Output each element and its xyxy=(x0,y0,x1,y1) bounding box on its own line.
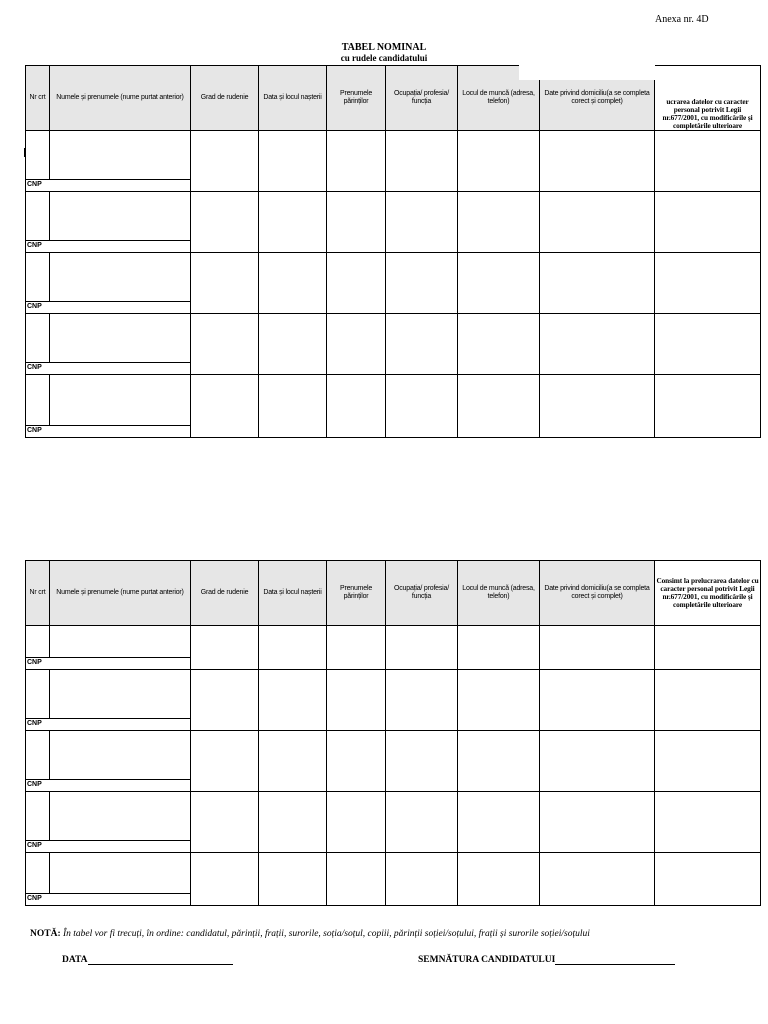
data-cell[interactable] xyxy=(540,253,655,314)
data-cell[interactable] xyxy=(655,192,761,253)
nr-cell[interactable] xyxy=(26,314,50,363)
table-row xyxy=(26,192,761,241)
data-cell[interactable] xyxy=(655,626,761,670)
data-cell[interactable] xyxy=(259,314,327,375)
cnp-label: CNP xyxy=(27,427,42,434)
data-cell[interactable] xyxy=(655,731,761,792)
name-cell[interactable] xyxy=(50,375,191,426)
header-consent: ucrarea datelor cu caracter personal potrivit Legii nr.677/2001, cu modificările și completările ulterioare xyxy=(655,66,761,131)
header-birth: Data și locul nașterii xyxy=(259,66,327,131)
data-cell[interactable] xyxy=(655,131,761,192)
data-cell[interactable] xyxy=(655,670,761,731)
name-cell[interactable] xyxy=(50,253,191,302)
relatives-table-bottom xyxy=(25,560,761,906)
data-cell[interactable] xyxy=(655,375,761,438)
nr-cell[interactable] xyxy=(26,670,50,719)
header-occupation: Ocupația/ profesia/ funcția xyxy=(386,66,458,131)
nr-cell[interactable] xyxy=(26,626,50,658)
note-text: În tabel vor fi trecuți, în ordine: candidatul, părinții, frații, surorile, soția/soțul, copiii, părinții soției/soțului, frații și surorile soției/soțului xyxy=(63,929,590,939)
data-cell[interactable] xyxy=(191,192,259,253)
note xyxy=(30,929,590,939)
header-domicile: Date privind domiciliu(a se completa corect și complet) xyxy=(540,561,655,626)
cnp-label: CNP xyxy=(27,181,42,188)
table-row xyxy=(26,253,761,302)
header-consent: Consimt la prelucrarea datelor cu caracter personal potrivit Legii nr.677/2001, cu modificările și completările ulterioare xyxy=(655,561,761,626)
name-cell[interactable] xyxy=(50,626,191,658)
data-cell[interactable] xyxy=(458,192,540,253)
data-cell[interactable] xyxy=(540,670,655,731)
data-cell[interactable] xyxy=(327,731,386,792)
cnp-label: CNP xyxy=(27,895,42,902)
data-cell[interactable] xyxy=(655,792,761,853)
table-row xyxy=(26,314,761,363)
data-cell[interactable] xyxy=(655,253,761,314)
date-field xyxy=(62,954,233,965)
header-name: Numele și prenumele (nume purtat anterior) xyxy=(50,66,191,131)
data-cell[interactable] xyxy=(458,853,540,906)
data-cell[interactable] xyxy=(458,253,540,314)
data-cell[interactable] xyxy=(458,731,540,792)
data-cell[interactable] xyxy=(259,853,327,906)
header-mask xyxy=(519,65,655,80)
data-cell[interactable] xyxy=(327,253,386,314)
cnp-field[interactable] xyxy=(26,780,191,792)
header-name: Numele și prenumele (nume purtat anterior) xyxy=(50,561,191,626)
nr-cell[interactable] xyxy=(26,853,50,894)
cnp-field[interactable] xyxy=(26,180,191,192)
data-cell[interactable] xyxy=(458,670,540,731)
header-domicile: Date privind domiciliu(a se completa corect și complet) xyxy=(540,66,655,131)
data-cell[interactable] xyxy=(458,314,540,375)
data-cell[interactable] xyxy=(458,626,540,670)
data-cell[interactable] xyxy=(386,853,458,906)
name-cell[interactable] xyxy=(50,670,191,719)
relatives-table-top xyxy=(25,65,761,438)
header-birth: Data și locul nașterii xyxy=(259,561,327,626)
data-cell[interactable] xyxy=(655,314,761,375)
nr-cell[interactable] xyxy=(26,731,50,780)
data-cell[interactable] xyxy=(259,375,327,438)
cnp-label: CNP xyxy=(27,303,42,310)
data-cell[interactable] xyxy=(259,792,327,853)
data-cell[interactable] xyxy=(327,792,386,853)
table-row xyxy=(26,853,761,894)
data-cell[interactable] xyxy=(259,670,327,731)
data-cell[interactable] xyxy=(540,314,655,375)
header-occupation: Ocupația/ profesia/ funcția xyxy=(386,561,458,626)
data-cell[interactable] xyxy=(191,314,259,375)
header-nr: Nr crt xyxy=(26,561,50,626)
data-cell[interactable] xyxy=(386,131,458,192)
nr-cell[interactable] xyxy=(26,375,50,426)
name-cell[interactable] xyxy=(50,131,191,180)
data-cell[interactable] xyxy=(259,626,327,670)
data-cell[interactable] xyxy=(327,626,386,670)
data-cell[interactable] xyxy=(191,131,259,192)
name-cell[interactable] xyxy=(50,853,191,894)
table-row xyxy=(26,731,761,780)
date-line[interactable] xyxy=(88,954,233,965)
nr-cell[interactable] xyxy=(26,792,50,841)
annex-number: Anexa nr. 4D xyxy=(655,14,709,25)
data-cell[interactable] xyxy=(327,314,386,375)
cnp-field[interactable] xyxy=(26,426,191,438)
cnp-field[interactable] xyxy=(26,302,191,314)
cnp-field[interactable] xyxy=(26,841,191,853)
data-cell[interactable] xyxy=(259,192,327,253)
header-degree: Grad de rudenie xyxy=(191,66,259,131)
header-degree: Grad de rudenie xyxy=(191,561,259,626)
data-cell[interactable] xyxy=(259,253,327,314)
data-cell[interactable] xyxy=(327,670,386,731)
data-cell[interactable] xyxy=(327,853,386,906)
table-row xyxy=(26,670,761,719)
cnp-field[interactable] xyxy=(26,241,191,253)
data-cell[interactable] xyxy=(540,131,655,192)
data-cell[interactable] xyxy=(386,670,458,731)
cnp-field[interactable] xyxy=(26,658,191,670)
data-cell[interactable] xyxy=(327,375,386,438)
name-cell[interactable] xyxy=(50,314,191,363)
nr-cell[interactable] xyxy=(26,253,50,302)
signature-field xyxy=(418,954,675,965)
data-cell[interactable] xyxy=(540,375,655,438)
data-cell[interactable] xyxy=(386,253,458,314)
data-cell[interactable] xyxy=(327,131,386,192)
cnp-field[interactable] xyxy=(26,719,191,731)
cnp-label: CNP xyxy=(27,720,42,727)
data-cell[interactable] xyxy=(540,792,655,853)
cnp-field[interactable] xyxy=(26,894,191,906)
name-cell[interactable] xyxy=(50,731,191,780)
header-work: Locul de muncă (adresa, telefon) xyxy=(458,66,540,131)
date-label: DATA xyxy=(62,955,88,965)
data-cell[interactable] xyxy=(386,192,458,253)
data-cell[interactable] xyxy=(191,375,259,438)
name-cell[interactable] xyxy=(50,792,191,841)
data-cell[interactable] xyxy=(386,314,458,375)
data-cell[interactable] xyxy=(386,626,458,670)
data-cell[interactable] xyxy=(191,731,259,792)
cnp-label: CNP xyxy=(27,842,42,849)
data-cell[interactable] xyxy=(540,853,655,906)
header-parents: Prenumele părinților xyxy=(327,66,386,131)
table-row xyxy=(26,375,761,426)
cnp-label: CNP xyxy=(27,242,42,249)
data-cell[interactable] xyxy=(191,253,259,314)
data-cell[interactable] xyxy=(458,792,540,853)
header-nr: Nr crt xyxy=(26,66,50,131)
data-cell[interactable] xyxy=(191,792,259,853)
table-row xyxy=(26,792,761,841)
header-parents: Prenumele părinților xyxy=(327,561,386,626)
cnp-field[interactable] xyxy=(26,363,191,375)
nr-cell[interactable] xyxy=(26,131,50,180)
data-cell[interactable] xyxy=(458,131,540,192)
nr-cell[interactable] xyxy=(26,192,50,241)
data-cell[interactable] xyxy=(540,626,655,670)
signature-line[interactable] xyxy=(555,954,675,965)
text-cursor xyxy=(24,148,26,157)
data-cell[interactable] xyxy=(540,731,655,792)
cnp-label: CNP xyxy=(27,659,42,666)
table-row xyxy=(26,131,761,180)
document-title: TABEL NOMINAL xyxy=(341,42,427,53)
data-cell[interactable] xyxy=(386,792,458,853)
signature-label: SEMNĂTURA CANDIDATULUI xyxy=(418,955,556,965)
data-cell[interactable] xyxy=(259,731,327,792)
table-row xyxy=(26,626,761,658)
cnp-label: CNP xyxy=(27,364,42,371)
data-cell[interactable] xyxy=(458,375,540,438)
data-cell[interactable] xyxy=(386,731,458,792)
header-work: Locul de muncă (adresa, telefon) xyxy=(458,561,540,626)
cnp-label: CNP xyxy=(27,781,42,788)
name-cell[interactable] xyxy=(50,192,191,241)
document-subtitle: cu rudele candidatului xyxy=(340,53,428,63)
data-cell[interactable] xyxy=(386,375,458,438)
data-cell[interactable] xyxy=(259,131,327,192)
data-cell[interactable] xyxy=(191,670,259,731)
data-cell[interactable] xyxy=(655,853,761,906)
note-label: NOTĂ: xyxy=(30,929,61,939)
data-cell[interactable] xyxy=(191,626,259,670)
data-cell[interactable] xyxy=(540,192,655,253)
data-cell[interactable] xyxy=(191,853,259,906)
data-cell[interactable] xyxy=(327,192,386,253)
